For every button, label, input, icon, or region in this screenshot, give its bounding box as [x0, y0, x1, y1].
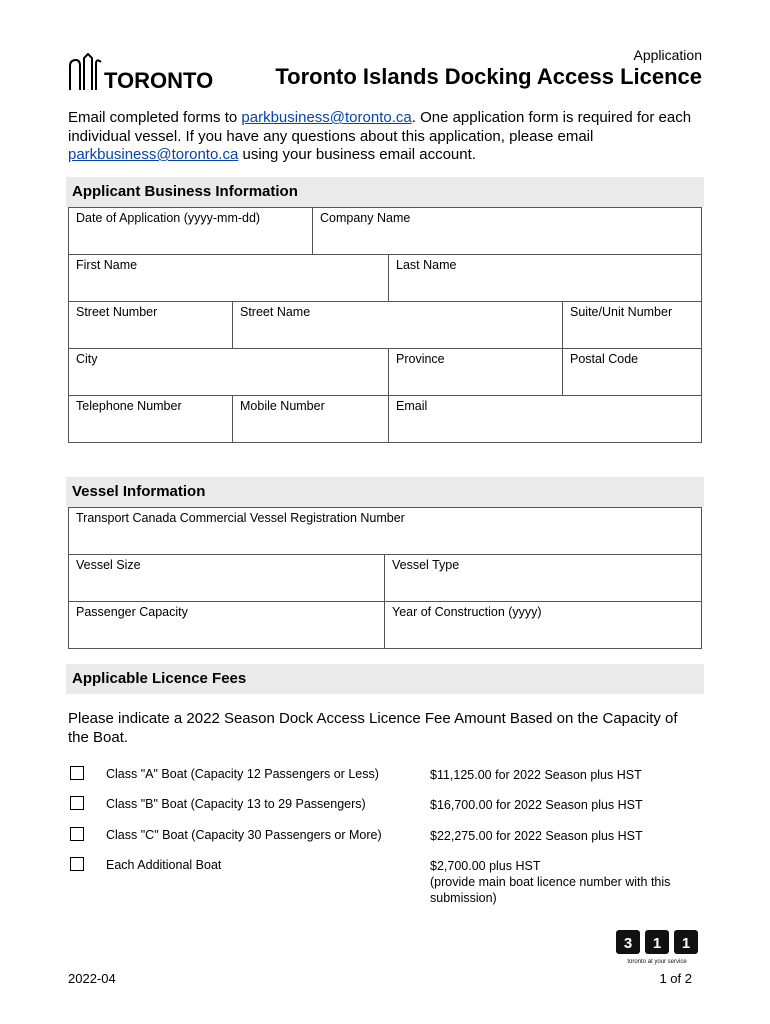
intro-text-3: using your business email account.: [238, 146, 476, 163]
company-label: Company Name: [320, 211, 411, 225]
suite-label: Suite/Unit Number: [570, 305, 673, 319]
suite-field[interactable]: [563, 302, 701, 349]
fee-option-amount: [430, 858, 690, 906]
additional-boat-checkbox[interactable]: [70, 857, 84, 871]
class-a-checkbox[interactable]: [70, 766, 84, 780]
date-field[interactable]: [69, 208, 313, 255]
vessel-size-field[interactable]: [69, 555, 385, 602]
toronto-311-logo: [612, 930, 702, 966]
vessel-form-grid: [68, 507, 702, 649]
document-type: Application: [633, 47, 702, 63]
street-name-field[interactable]: [233, 302, 563, 349]
passenger-capacity-label: Passenger Capacity: [76, 605, 188, 619]
fee-option-label: Class "A" Boat (Capacity 12 Passengers or Less): [106, 767, 379, 781]
email-link-1[interactable]: parkbusiness@toronto.ca: [241, 109, 412, 126]
email-label: Email: [396, 399, 428, 413]
fee-amount-text: $2,700.00 plus HST: [430, 859, 541, 873]
vessel-section-header: [66, 477, 704, 507]
mobile-field[interactable]: [233, 396, 389, 442]
fee-option-label: Class "B" Boat (Capacity 13 to 29 Passengers): [106, 797, 366, 811]
intro-text-1: Email completed forms to: [68, 109, 242, 126]
date-label: Date of Application (yyyy-mm-dd): [76, 211, 261, 225]
province-label: Province: [396, 352, 445, 366]
email-field[interactable]: [389, 396, 701, 442]
email-link-2[interactable]: parkbusiness@toronto.ca: [68, 146, 239, 163]
registration-label: Transport Canada Commercial Vessel Registration Number: [76, 511, 405, 525]
mobile-label: Mobile Number: [240, 399, 325, 413]
intro-text-2: . One application form is required for each individual vessel. If you have any questions about this application, please email: [68, 109, 692, 145]
applicant-section-header: [66, 177, 704, 207]
postal-code-label: Postal Code: [570, 352, 639, 366]
first-name-label: First Name: [76, 258, 138, 272]
logo-text: TORONTO: [104, 68, 214, 93]
passenger-capacity-field[interactable]: [69, 602, 385, 648]
badge-digit: 1: [681, 935, 691, 952]
vessel-section-title: Vessel Information: [72, 483, 206, 500]
applicant-form-grid: [68, 207, 702, 443]
province-field[interactable]: [389, 349, 563, 396]
fee-amount-note: (provide main boat licence number with this submission): [430, 875, 671, 905]
fee-option-amount: $22,275.00 for 2022 Season plus HST: [430, 829, 643, 843]
class-c-checkbox[interactable]: [70, 827, 84, 841]
first-name-field[interactable]: [69, 255, 389, 302]
fee-option-amount: $11,125.00 for 2022 Season plus HST: [430, 768, 642, 782]
last-name-label: Last Name: [396, 258, 457, 272]
registration-field[interactable]: [69, 508, 701, 555]
vessel-size-label: Vessel Size: [76, 558, 141, 572]
telephone-label: Telephone Number: [76, 399, 182, 413]
revision-date: 2022-04: [68, 971, 116, 986]
page-title: Toronto Islands Docking Access Licence: [275, 64, 702, 89]
city-of-toronto-logo: [68, 50, 214, 93]
fees-section-title: Applicable Licence Fees: [72, 670, 247, 687]
street-name-label: Street Name: [240, 305, 311, 319]
applicant-section-title: Applicant Business Information: [72, 183, 298, 200]
badge-tagline: toronto at your service: [627, 959, 687, 965]
vessel-type-label: Vessel Type: [392, 558, 460, 572]
telephone-field[interactable]: [69, 396, 233, 442]
fee-option-label: Each Additional Boat: [106, 858, 222, 872]
street-number-label: Street Number: [76, 305, 158, 319]
company-field[interactable]: [313, 208, 701, 255]
fees-section-header: [66, 664, 704, 694]
badge-digit: 3: [623, 935, 633, 952]
city-label: City: [76, 352, 98, 366]
fee-option-label: Class "C" Boat (Capacity 30 Passengers or More): [106, 828, 382, 842]
year-construction-field[interactable]: [385, 602, 701, 648]
badge-digit: 1: [652, 935, 662, 952]
city-field[interactable]: [69, 349, 389, 396]
fees-prompt: Please indicate a 2022 Season Dock Access Licence Fee Amount Based on the Capacity of the Boat.: [68, 710, 678, 746]
intro-paragraph: [68, 109, 708, 165]
postal-code-field[interactable]: [563, 349, 701, 396]
street-number-field[interactable]: [69, 302, 233, 349]
last-name-field[interactable]: [389, 255, 701, 302]
fee-option-amount: $16,700.00 for 2022 Season plus HST: [430, 798, 643, 812]
page-number: 1 of 2: [659, 971, 692, 986]
vessel-type-field[interactable]: [385, 555, 701, 602]
year-construction-label: Year of Construction (yyyy): [392, 605, 542, 619]
class-b-checkbox[interactable]: [70, 796, 84, 810]
